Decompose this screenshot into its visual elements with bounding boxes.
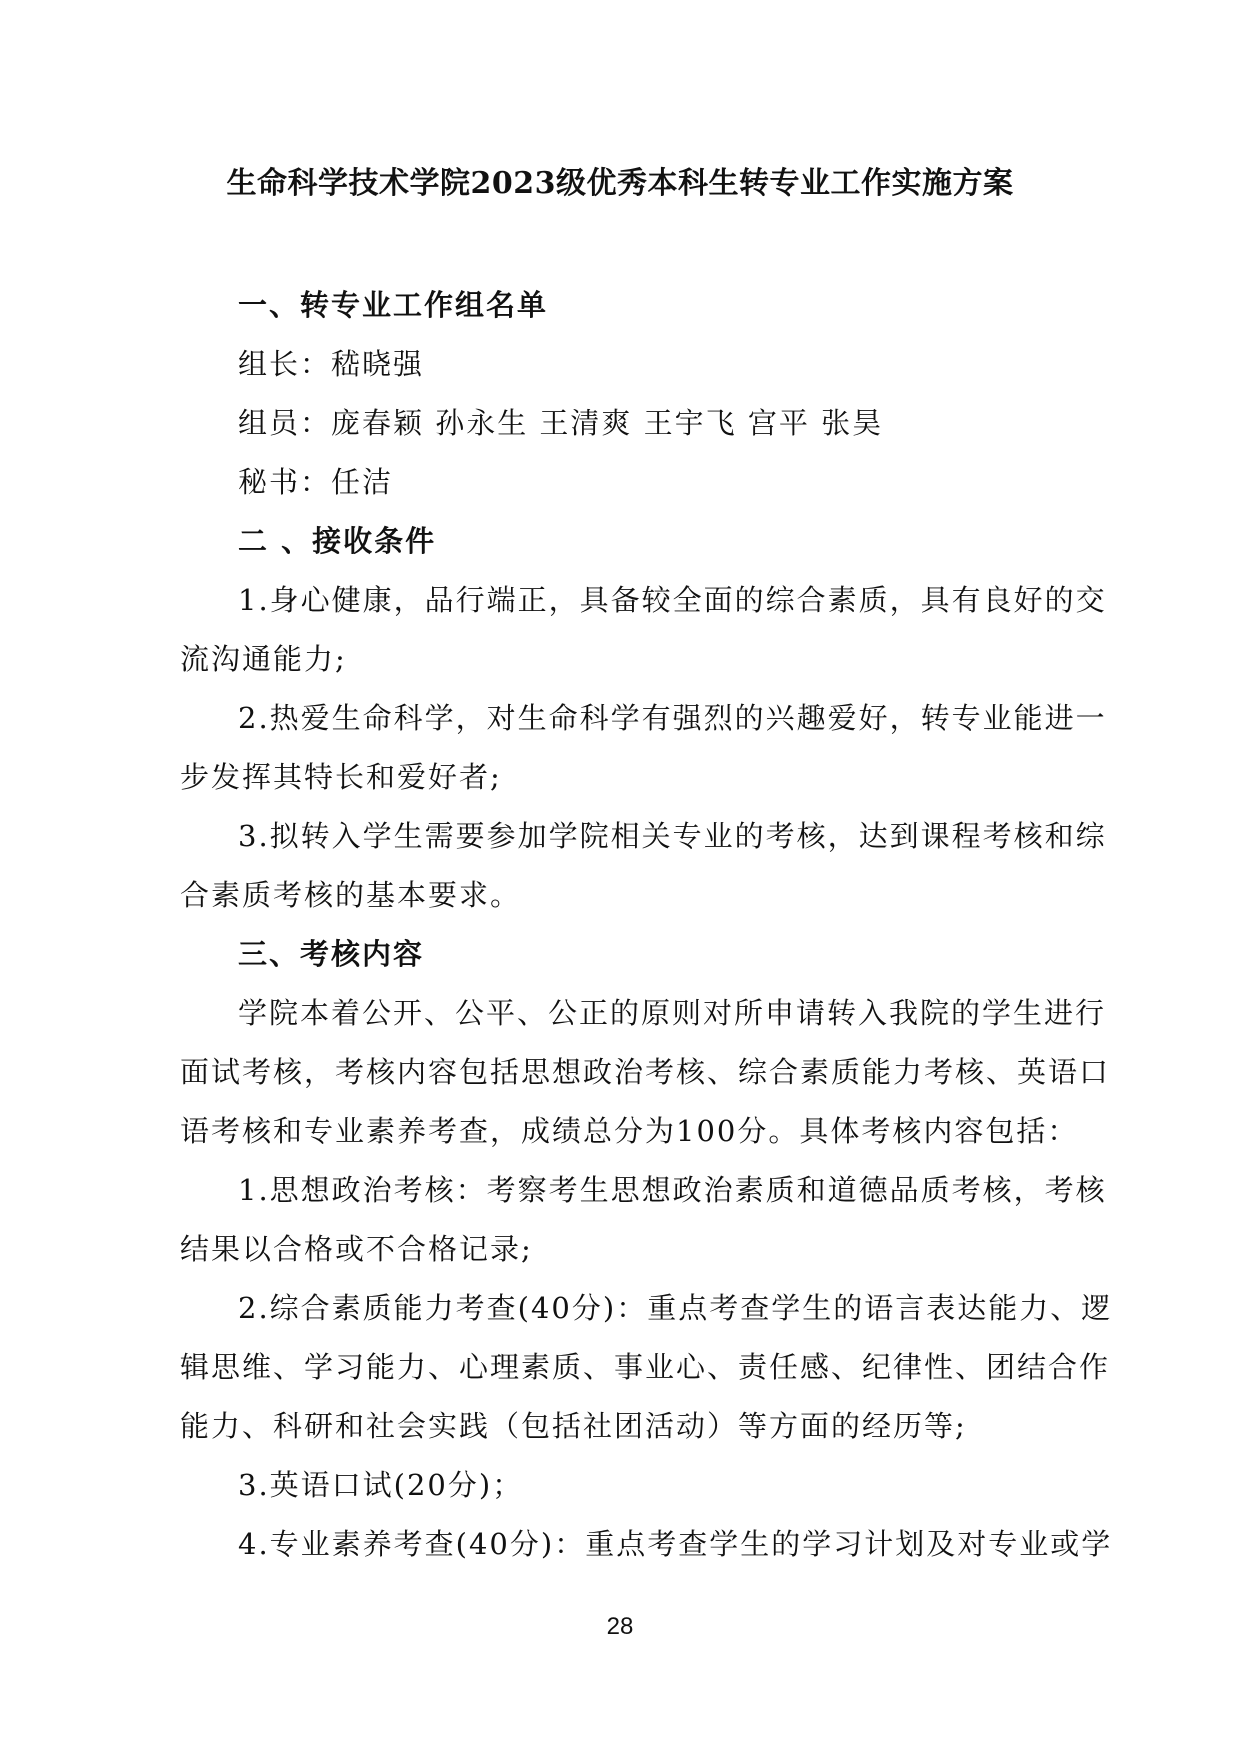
assessment-intro-line-2: 面试考核，考核内容包括思想政治考核、综合素质能力考核、英语口 (180, 1055, 1111, 1089)
group-secretary: 秘书：任洁 (238, 465, 394, 499)
assessment-intro-line-3: 语考核和专业素养考查，成绩总分为100分。具体考核内容包括： (180, 1114, 1079, 1148)
condition-3-line-1: 3.拟转入学生需要参加学院相关专业的考核，达到课程考核和综 (238, 819, 1107, 853)
assessment-2-line-3: 能力、科研和社会实践（包括社团活动）等方面的经历等; (180, 1409, 967, 1443)
condition-1-line-2: 流沟通能力; (180, 642, 347, 676)
assessment-2-line-1: 2.综合素质能力考查(40分)：重点考查学生的语言表达能力、逻 (238, 1291, 1113, 1325)
page-number: 28 (606, 1613, 634, 1640)
document-body (180, 276, 1113, 1574)
assessment-intro-line-1: 学院本着公开、公平、公正的原则对所申请转入我院的学生进行 (238, 996, 1107, 1030)
assessment-1-line-1: 1.思想政治考核：考察考生思想政治素质和道德品质考核，考核 (238, 1173, 1107, 1207)
assessment-2-line-2: 辑思维、学习能力、心理素质、事业心、责任感、纪律性、团结合作 (180, 1350, 1111, 1384)
condition-2-line-1: 2.热爱生命科学，对生命科学有强烈的兴趣爱好，转专业能进一 (238, 701, 1107, 735)
group-leader: 组长：嵇晓强 (238, 347, 425, 381)
condition-3-line-2: 合素质考核的基本要求。 (180, 878, 522, 912)
assessment-3-line-1: 3.英语口试(20分)； (238, 1468, 524, 1502)
condition-1-line-1: 1.身心健康，品行端正，具备较全面的综合素质，具有良好的交 (238, 583, 1107, 617)
section-heading-1: 一、转专业工作组名单 (238, 288, 549, 322)
group-members: 组员：庞春颖 孙永生 王清爽 王宇飞 宫平 张昊 (238, 406, 884, 440)
assessment-1-line-2: 结果以合格或不合格记录; (180, 1232, 533, 1266)
section-heading-3: 三、考核内容 (238, 937, 425, 971)
condition-2-line-2: 步发挥其特长和爱好者; (180, 760, 502, 794)
section-heading-2: 二 、接收条件 (238, 524, 437, 558)
document-title: 生命科学技术学院2023级优秀本科生转专业工作实施方案 (226, 166, 1014, 201)
assessment-4-line-1: 4.专业素养考查(40分)：重点考查学生的学习计划及对专业或学 (238, 1527, 1113, 1561)
